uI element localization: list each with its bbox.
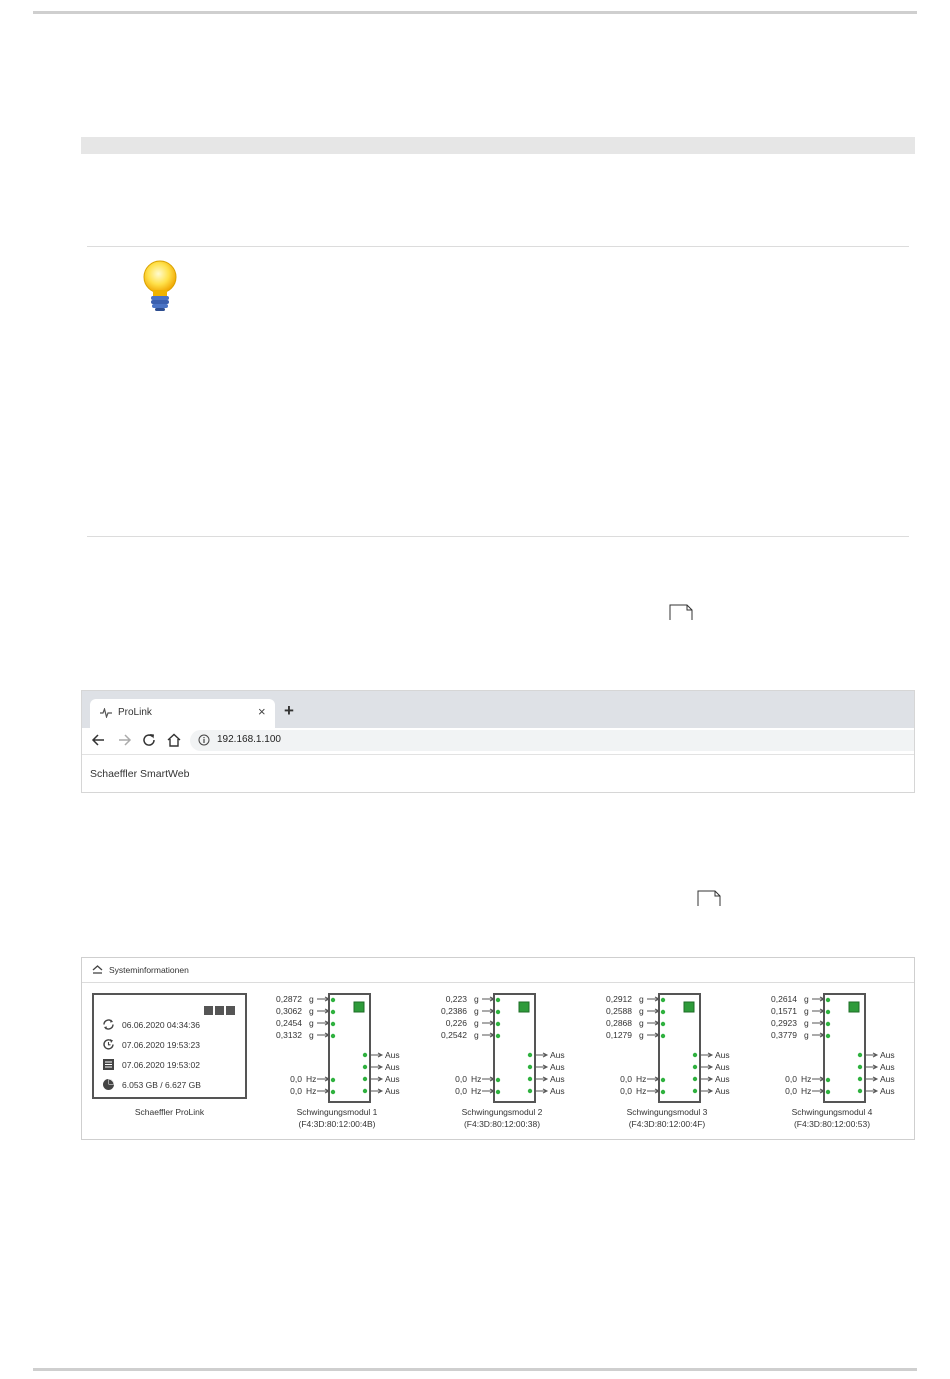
led-indicator	[204, 1006, 213, 1015]
module-status-indicator	[519, 1002, 529, 1012]
input-value: 0,2872	[276, 994, 302, 1004]
back-arrow-icon[interactable]	[90, 731, 108, 749]
output-status: Aus	[880, 1074, 895, 1084]
input-unit: g	[639, 1018, 644, 1028]
input-led	[496, 1022, 500, 1026]
output-status: Aus	[715, 1050, 730, 1060]
input-led	[826, 1022, 830, 1026]
frequency-unit: Hz	[636, 1074, 647, 1084]
output-status: Aus	[715, 1086, 730, 1096]
prolink-device-card[interactable]	[92, 993, 247, 1099]
frequency-value: 0,0	[620, 1074, 632, 1084]
input-value: 0,2588	[606, 1006, 632, 1016]
frequency-value: 0,0	[290, 1086, 302, 1096]
browser-toolbar	[82, 728, 914, 754]
module-mac-address: (F4:3D:80:12:00:38)	[463, 1119, 541, 1129]
frequency-unit: Hz	[306, 1086, 317, 1096]
address-bar[interactable]	[190, 730, 914, 751]
frequency-value: 0,0	[455, 1086, 467, 1096]
input-unit: g	[309, 1006, 314, 1016]
vibration-module-2[interactable]	[427, 988, 577, 1138]
freq-led	[826, 1078, 830, 1082]
output-status: Aus	[550, 1050, 565, 1060]
module-mac-address: (F4:3D:80:12:00:4B)	[298, 1119, 376, 1129]
info-icon[interactable]	[198, 734, 210, 746]
output-status: Aus	[715, 1062, 730, 1072]
input-value: 0,2386	[441, 1006, 467, 1016]
list-icon	[102, 1058, 115, 1071]
output-led	[528, 1089, 532, 1093]
input-value: 0,2912	[606, 994, 632, 1004]
freq-led	[661, 1078, 665, 1082]
page-reference-icon[interactable]	[697, 890, 721, 907]
input-led	[496, 1034, 500, 1038]
lightbulb-icon	[138, 258, 182, 314]
input-unit: g	[474, 994, 479, 1004]
browser-window	[81, 690, 915, 793]
input-led	[661, 1034, 665, 1038]
input-led	[331, 1034, 335, 1038]
pie-icon	[102, 1078, 115, 1091]
input-unit: g	[804, 1030, 809, 1040]
frequency-value: 0,0	[785, 1086, 797, 1096]
led-indicator	[215, 1006, 224, 1015]
module-status-indicator	[354, 1002, 364, 1012]
freq-led	[826, 1090, 830, 1094]
output-status: Aus	[715, 1074, 730, 1084]
log-time-value: 07.06.2020 19:53:02	[122, 1060, 200, 1070]
section-heading-bar	[81, 137, 915, 154]
output-led	[858, 1065, 862, 1069]
tab-strip	[82, 691, 914, 728]
restart-time-value: 07.06.2020 19:53:23	[122, 1040, 200, 1050]
input-value: 0,3062	[276, 1006, 302, 1016]
output-led	[693, 1077, 697, 1081]
output-status: Aus	[550, 1062, 565, 1072]
vibration-module-1[interactable]	[262, 988, 412, 1138]
output-led	[858, 1053, 862, 1057]
log-row	[102, 1058, 242, 1072]
frequency-unit: Hz	[801, 1074, 812, 1084]
uptime-row	[102, 1018, 242, 1032]
browser-page-content	[82, 754, 914, 793]
input-value: 0,223	[445, 994, 467, 1004]
led-indicator	[226, 1006, 235, 1015]
input-led	[661, 1022, 665, 1026]
freq-led	[331, 1090, 335, 1094]
input-led	[826, 1010, 830, 1014]
input-value: 0,226	[445, 1018, 467, 1028]
device-label: Schaeffler ProLink	[134, 1107, 205, 1117]
output-led	[363, 1065, 367, 1069]
output-led	[693, 1089, 697, 1093]
input-value: 0,3779	[771, 1030, 797, 1040]
output-led	[528, 1053, 532, 1057]
input-led	[331, 998, 335, 1002]
forward-arrow-icon[interactable]	[115, 731, 133, 749]
frequency-unit: Hz	[471, 1074, 482, 1084]
browser-tab-prolink[interactable]	[90, 699, 275, 728]
output-led	[363, 1053, 367, 1057]
output-status: Aus	[385, 1050, 400, 1060]
module-status-indicator	[849, 1002, 859, 1012]
input-value: 0,2923	[771, 1018, 797, 1028]
page-bottom-rule	[33, 1368, 917, 1371]
uptime-value: 06.06.2020 04:34:36	[122, 1020, 200, 1030]
input-led	[331, 1010, 335, 1014]
output-status: Aus	[880, 1050, 895, 1060]
input-led	[826, 998, 830, 1002]
pulse-favicon-icon	[100, 708, 112, 718]
note-bottom-divider	[87, 536, 909, 537]
input-led	[496, 1010, 500, 1014]
input-led	[661, 998, 665, 1002]
vibration-module-3[interactable]	[592, 988, 742, 1138]
restart-row	[102, 1038, 242, 1052]
input-unit: g	[804, 994, 809, 1004]
home-icon[interactable]	[165, 731, 183, 749]
freq-led	[496, 1090, 500, 1094]
input-value: 0,1279	[606, 1030, 632, 1040]
input-unit: g	[309, 1018, 314, 1028]
output-led	[528, 1077, 532, 1081]
module-name: Schwingungsmodul 4	[791, 1107, 873, 1117]
frequency-value: 0,0	[620, 1086, 632, 1096]
input-unit: g	[474, 1006, 479, 1016]
input-unit: g	[639, 1030, 644, 1040]
input-value: 0,2614	[771, 994, 797, 1004]
module-mac-address: (F4:3D:80:12:00:53)	[793, 1119, 871, 1129]
output-led	[693, 1065, 697, 1069]
system-info-panel	[81, 957, 915, 1140]
input-unit: g	[804, 1018, 809, 1028]
frequency-value: 0,0	[290, 1074, 302, 1084]
frequency-unit: Hz	[306, 1074, 317, 1084]
frequency-unit: Hz	[801, 1086, 812, 1096]
input-led	[496, 998, 500, 1002]
note-top-divider	[87, 246, 909, 247]
system-info-title: Systeminformationen	[109, 965, 189, 975]
input-led	[661, 1010, 665, 1014]
input-value: 0,2454	[276, 1018, 302, 1028]
frequency-value: 0,0	[785, 1074, 797, 1084]
input-unit: g	[309, 1030, 314, 1040]
input-value: 0,1571	[771, 1006, 797, 1016]
output-led	[363, 1089, 367, 1093]
page-heading: Schaeffler SmartWeb	[90, 768, 190, 780]
url-text: 192.168.1.100	[217, 734, 281, 745]
frequency-value: 0,0	[455, 1074, 467, 1084]
new-tab-button[interactable]: +	[284, 701, 294, 720]
input-value: 0,3132	[276, 1030, 302, 1040]
collapse-up-icon[interactable]	[92, 964, 103, 974]
page-reference-icon[interactable]	[669, 604, 693, 621]
input-unit: g	[639, 1006, 644, 1016]
output-status: Aus	[385, 1074, 400, 1084]
tab-title: ProLink	[118, 707, 152, 718]
sync-icon	[102, 1018, 115, 1031]
input-value: 0,2542	[441, 1030, 467, 1040]
vibration-module-4[interactable]	[757, 988, 907, 1138]
module-name: Schwingungsmodul 2	[461, 1107, 543, 1117]
module-status-indicator	[684, 1002, 694, 1012]
module-name: Schwingungsmodul 1	[296, 1107, 378, 1117]
page-top-rule	[33, 11, 917, 14]
input-unit: g	[474, 1030, 479, 1040]
frequency-unit: Hz	[471, 1086, 482, 1096]
output-led	[693, 1053, 697, 1057]
module-mac-address: (F4:3D:80:12:00:4F)	[628, 1119, 706, 1129]
output-status: Aus	[385, 1086, 400, 1096]
restart-icon	[102, 1038, 115, 1051]
output-status: Aus	[550, 1086, 565, 1096]
input-unit: g	[309, 994, 314, 1004]
system-info-header[interactable]	[82, 958, 914, 983]
input-unit: g	[474, 1018, 479, 1028]
input-led	[826, 1034, 830, 1038]
output-status: Aus	[880, 1062, 895, 1072]
input-led	[331, 1022, 335, 1026]
storage-value: 6.053 GB / 6.627 GB	[122, 1080, 201, 1090]
output-led	[858, 1077, 862, 1081]
module-name: Schwingungsmodul 3	[626, 1107, 708, 1117]
input-value: 0,2868	[606, 1018, 632, 1028]
output-status: Aus	[880, 1086, 895, 1096]
output-led	[528, 1065, 532, 1069]
storage-row	[102, 1078, 242, 1092]
output-led	[363, 1077, 367, 1081]
output-led	[858, 1089, 862, 1093]
reload-icon[interactable]	[140, 731, 158, 749]
output-status: Aus	[385, 1062, 400, 1072]
input-unit: g	[639, 994, 644, 1004]
tab-close-icon[interactable]: ×	[258, 704, 266, 719]
frequency-unit: Hz	[636, 1086, 647, 1096]
freq-led	[331, 1078, 335, 1082]
freq-led	[661, 1090, 665, 1094]
input-unit: g	[804, 1006, 809, 1016]
output-status: Aus	[550, 1074, 565, 1084]
freq-led	[496, 1078, 500, 1082]
